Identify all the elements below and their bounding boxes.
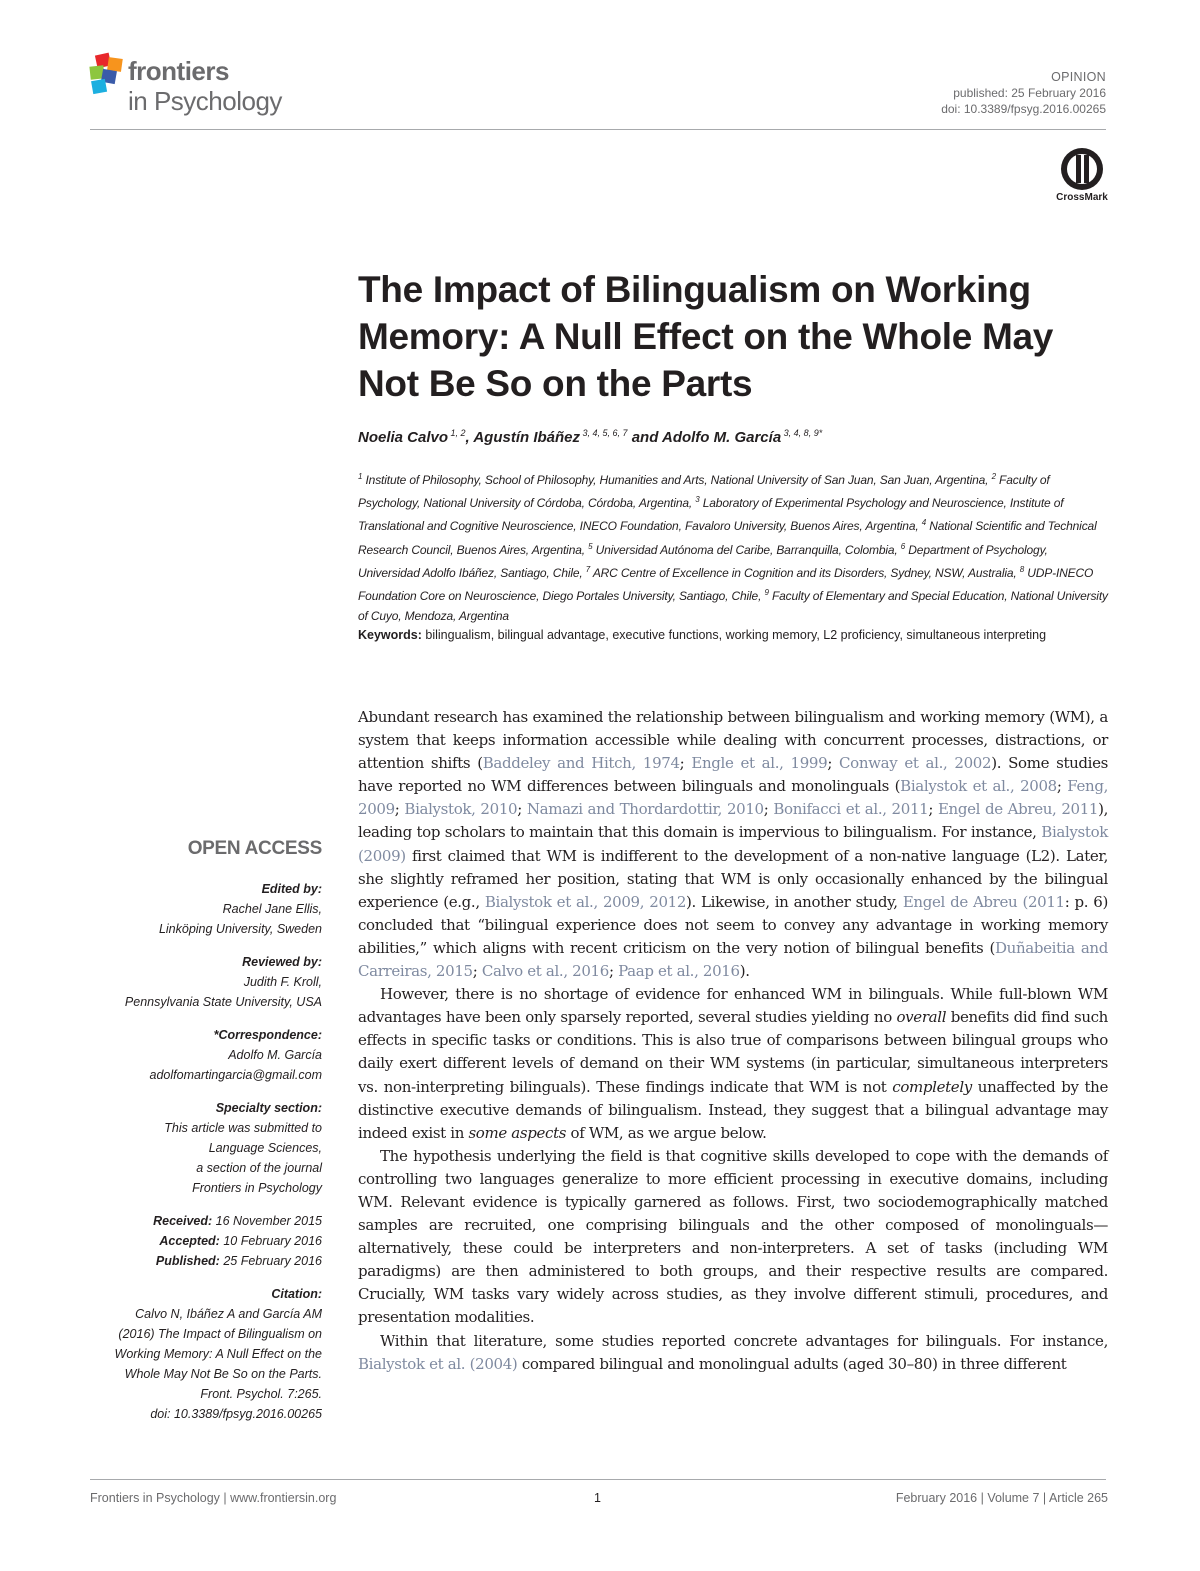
published-label: Published: [155, 1254, 220, 1268]
accepted-label: Accepted: [159, 1234, 220, 1248]
edited-by-label: Edited by: [261, 882, 322, 896]
affiliation-text: Laboratory of Experimental Psychology and Neuroscience, Institute of Translational and Cognitive Neuroscience, INECO Foundation, Favaloro University, Buenos Aires, Argentina, [358, 496, 1064, 534]
specialty-line: Language Sciences, [208, 1141, 322, 1155]
citation-line: Working Memory: A Null Effect on the [114, 1347, 322, 1361]
affiliation-text: Institute of Philosophy, School of Philosophy, Humanities and Arts, National University of San Juan, San Juan, Argentina, [362, 473, 992, 487]
publish-date: published: 25 February 2016 [953, 86, 1106, 100]
affiliation-text: Universidad Autónoma del Caribe, Barranquilla, Colombia, [592, 542, 901, 557]
published-date [100, 1251, 322, 1271]
received-label: Received: [153, 1214, 213, 1228]
citation-link[interactable]: Paap et al., 2016 [618, 962, 740, 981]
journal-logo [88, 52, 308, 122]
body-paragraph: Within that literature, some studies reported concrete advantages for bilinguals. For instance, Bialystok et al. (2004) compared bilingual and monolingual adults (aged 30–80) in three different [358, 1331, 1108, 1373]
edited-by [100, 879, 322, 939]
citation-line: Front. Psychol. 7:265. [200, 1387, 322, 1401]
reviewer-affiliation: Pennsylvania State University, USA [124, 995, 322, 1009]
footer-volume: February 2016 | Volume 7 | Article 265 [895, 1491, 1108, 1505]
citation-link[interactable]: Bialystok et al., 2009, 2012 [484, 892, 687, 911]
affiliation-number: 8 [1019, 564, 1025, 574]
author-name: Adolfo M. García [661, 429, 782, 446]
article-body [358, 706, 1108, 1376]
affiliation-text: ARC Centre of Excellence in Cognition and its Disorders, Sydney, NSW, Australia, [590, 565, 1020, 580]
citation-link[interactable]: Conway et al., 2002 [839, 754, 992, 773]
affiliation-text: Faculty of Psychology, National University of Córdoba, Córdoba, Argentina, [358, 473, 1050, 511]
citation-link[interactable]: Bialystok (2009) [358, 823, 1108, 865]
received-date [100, 1211, 322, 1231]
doi-link[interactable]: doi: 10.3389/fpsyg.2016.00265 [941, 102, 1106, 116]
footer-divider [90, 1479, 1106, 1480]
header-divider [90, 129, 1106, 130]
reviewed-by-label: Reviewed by: [242, 955, 322, 969]
specialty-line: This article was submitted to [164, 1121, 322, 1135]
citation-line: (2016) The Impact of Bilingualism on [118, 1327, 322, 1341]
reviewer-name: Judith F. Kroll, [243, 975, 322, 989]
citation-link[interactable]: Bialystok, 2010 [404, 800, 518, 819]
crossmark-badge[interactable] [1054, 145, 1110, 207]
affiliation-text: National Scientific and Technical Research Council, Buenos Aires, Argentina, [358, 519, 1097, 557]
affiliation-number: 5 [588, 541, 593, 551]
received-value: 16 November 2015 [215, 1214, 322, 1228]
article-title: The Impact of Bilingualism on Working Memory: A Null Effect on the Whole May Not Be So on the Parts [358, 269, 1054, 404]
article-type: OPINION [1051, 70, 1106, 84]
author-name: Agustín Ibáñez [473, 429, 580, 446]
logo-wordmark: frontiers [128, 56, 229, 86]
specialty-line: a section of the journal [196, 1161, 322, 1175]
specialty-label: Specialty section: [215, 1101, 322, 1115]
author-name: Noelia Calvo [358, 429, 449, 446]
affiliation-number: 6 [900, 541, 906, 551]
correspondence [100, 1025, 322, 1085]
citation-link[interactable]: Engle et al., 1999 [691, 754, 828, 773]
editor-affiliation: Linköping University, Sweden [158, 922, 322, 936]
page-number: 1 [594, 1491, 601, 1505]
body-paragraph: However, there is no shortage of evidence for enhanced WM in bilinguals. While full-blown WM advantages have been only sparsely reported, several studies yielding no overall benefits did find such effects in specific tasks or conditions. This is also true of comparisons between bilingual groups who daily exert different levels of demand on their WM systems (in particular, simultaneous interpreters vs. non-interpreting bilinguals). These findings indicate that WM is not completely unaffected by the distinctive executive demands of bilingualism. Instead, they suggest that a bilingual advantage may indeed exist in some aspects of WM, as we argue below. [358, 985, 1108, 1142]
author-list: Noelia Calvo $^{1, 2}$, Agustín Ibáñez $^{3, 4, 5, 6, 7}$ and Adolfo M. García $^{3, 4, 8, 9*}$ [358, 428, 823, 446]
footer-journal[interactable]: Frontiers in Psychology | www.frontiersin.org [90, 1491, 337, 1505]
emphasis: some aspects [468, 1123, 567, 1142]
emphasis: completely [892, 1077, 972, 1096]
citation-line: Whole May Not Be So on the Parts. [124, 1367, 322, 1381]
affiliation-number: 4 [921, 518, 927, 528]
affiliation-number: 2 [991, 472, 996, 481]
author-affiliation-marks: 1, 2 [448, 428, 466, 438]
correspondence-label: *Correspondence: [213, 1028, 322, 1042]
keywords [358, 625, 1110, 646]
affiliation-number: 9 [764, 588, 769, 598]
author-affiliation-marks: 3, 4, 5, 6, 7 [580, 428, 628, 438]
citation-link[interactable]: Baddeley and Hitch, 1974 [482, 754, 680, 773]
affiliation-text: Department of Psychology, Universidad Adolfo Ibáñez, Santiago, Chile, [358, 542, 1048, 580]
citation-link[interactable]: Bonifacci et al., 2011 [773, 800, 929, 819]
citation-label: Citation: [271, 1287, 322, 1301]
dates [100, 1211, 322, 1271]
affiliation-number: 3 [695, 495, 700, 505]
body-paragraph: The hypothesis underlying the field is that cognitive skills developed to cope with the demands of controlling two languages generalize to more efficient processing in executive domains, including WM. Relevant evidence is typically garnered as follows. First, two sociodemographically matched samples are recruited, one comprising bilinguals and the other composed of monolinguals—alternatively, these could be interpreters and non-interpreters. A set of tasks (including WM paradigms) are then administered to both groups, and their respective results are compared. Crucially, WM tasks vary widely across studies, as they involve different stimuli, procedures, and presentation modalities. [358, 1146, 1108, 1327]
citation-link[interactable]: Calvo et al., 2016 [481, 962, 609, 981]
affiliations [358, 467, 1108, 626]
specialty-line: Frontiers in Psychology [192, 1181, 322, 1195]
citation-link[interactable]: Namazi and Thordardottir, 2010 [526, 800, 764, 819]
body-paragraph: Abundant research has examined the relationship between bilingualism and working memory (WM), a system that keeps information accessible while dealing with concurrent processes, distractions, or attention shifts (Baddeley and Hitch, 1974; Engle et al., 1999; Conway et al., 2002). Some studies have reported no WM differences between bilinguals and monolinguals (Bialystok et al., 2008; Feng, 2009; Bialystok, 2010; Namazi and Thordardottir, 2010; Bonifacci et al., 2011; Engel de Abreu, 2011), leading top scholars to maintain that this domain is impervious to bilingualism. For instance, Bialystok (2009) first claimed that WM is indifferent to the development of a non-native language (L2). Later, she slightly reframed her position, stating that WM is only occasionally enhanced by the bilingual experience (e.g., Bialystok et al., 2009, 2012). Likewise, in another study, Engel de Abreu (2011: p. 6) concluded that “bilingual experience does not seem to convey any advantage in working memory abilities,” which aligns with recent criticism on the very notion of bilingual benefits (Duñabeitia and Carreiras, 2015; Calvo et al., 2016; Paap et al., 2016). [358, 708, 1109, 981]
citation-link[interactable]: Bialystok et al. (2004) [358, 1354, 518, 1373]
affiliation-number: 1 [358, 472, 363, 481]
emphasis: overall [896, 1008, 947, 1027]
correspondence-name: Adolfo M. García [228, 1048, 322, 1062]
author-affiliation-marks: 3, 4, 8, 9* [781, 428, 823, 438]
citation-link[interactable]: Engel de Abreu (2011 [902, 892, 1065, 911]
sidebar [100, 837, 322, 1437]
citation-link[interactable]: Bialystok et al., 2008 [900, 777, 1057, 796]
open-access-label: OPEN ACCESS [187, 838, 322, 859]
keywords-list: bilingualism, bilingual advantage, executive functions, working memory, L2 proficiency, simultaneous interpreting [425, 628, 1047, 642]
logo-journal-name: in Psychology [128, 86, 282, 116]
citation-link[interactable]: Engel de Abreu, 2011 [937, 800, 1099, 819]
citation-line: Calvo N, Ibáñez A and García AM [135, 1307, 322, 1321]
affiliation-number: 7 [585, 564, 591, 574]
editor-name: Rachel Jane Ellis, [222, 902, 322, 916]
affiliation-text: Faculty of Elementary and Special Education, National University of Cuyo, Mendoza, Argentina [358, 589, 1108, 624]
frontiers-logo-icon [88, 52, 128, 98]
citation-link[interactable]: Feng, 2009 [358, 777, 1108, 819]
crossmark-label: CrossMark [1056, 192, 1108, 203]
accepted-date [100, 1231, 322, 1251]
keywords-label: Keywords: [358, 628, 422, 642]
citation [100, 1284, 322, 1424]
accepted-value: 10 February 2016 [223, 1234, 322, 1248]
reviewed-by [100, 952, 322, 1012]
article-meta [941, 69, 1106, 117]
specialty-section [100, 1098, 322, 1198]
published-value: 25 February 2016 [223, 1254, 322, 1268]
affiliation-text: UDP-INECO Foundation Core on Neuroscience, Diego Portales University, Santiago, Chile, [358, 565, 1094, 604]
correspondence-email[interactable]: adolfomartingarcia@gmail.com [149, 1068, 322, 1082]
citation-doi[interactable]: doi: 10.3389/fpsyg.2016.00265 [150, 1407, 322, 1421]
crossmark-icon [1054, 145, 1110, 193]
citation-link[interactable]: Duñabeitia and Carreiras, 2015 [358, 938, 1108, 981]
